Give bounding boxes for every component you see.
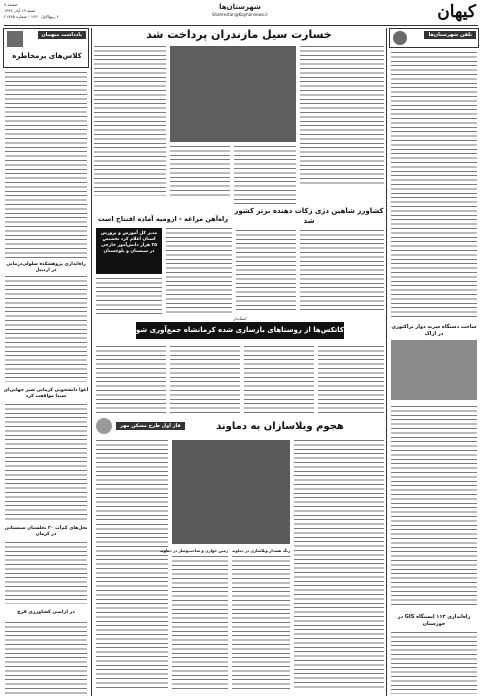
date-ar: ۲ ربیع‌الاول ۱۴۴۰ - شماره ۲۱۷۴۵ (4, 14, 59, 19)
phone-box (389, 28, 479, 48)
article-body (5, 622, 87, 694)
article-body (172, 556, 228, 690)
article-body (5, 404, 87, 520)
article-body (318, 346, 384, 416)
article-body (96, 346, 166, 416)
article-body (5, 72, 87, 258)
callout-box (96, 228, 162, 274)
bottom-section-header (96, 418, 384, 436)
article-body (94, 46, 166, 196)
guest-note-title: کلاس‌های پرمخاطره (12, 52, 82, 60)
logo (420, 1, 476, 23)
article-body (5, 542, 87, 604)
column-divider (91, 28, 92, 696)
headline-flood: خسارت سیل مازندران پرداخت شد (146, 28, 332, 41)
callout-text: مدیر کل آموزش و پرورش استان اعلام کرد تخصیص ۲۵ هزار دانش‌آموز خارجی در سیستان و بلوچستان (100, 231, 158, 254)
article-body (300, 230, 384, 310)
section-title-block (190, 2, 290, 24)
headline-railway: راه‌آهن مراغه - ارومیه آماده افتتاح است (97, 215, 229, 223)
map-icon (96, 418, 112, 434)
phone-tag: تلفن شهرستان‌ها (424, 31, 476, 39)
masthead (0, 0, 482, 26)
article-body (96, 440, 168, 520)
author-photo (7, 31, 23, 47)
caption-land: زمین خواری و ساخت‌وساز در دماوند (159, 548, 228, 553)
date-fa: شنبه ۱۹ آبان ۱۳۹۷ (4, 8, 36, 13)
section-title: شهرستان‌ها (219, 3, 261, 11)
article-body (244, 346, 314, 416)
headline-farmland: در اراضی کشاورزی قرچ (17, 610, 75, 615)
article-body (5, 276, 87, 382)
headline-damavand: هجوم ویلاسازان به دماوند (216, 421, 344, 432)
article-body (234, 146, 296, 206)
banner-headline: کاتکس‌ها از روستاهای بازسازی شده کرمانشاه جمع‌آوری شود (136, 322, 344, 339)
left-column (3, 28, 89, 696)
page-number: صفحه ۷ (4, 2, 18, 7)
caption-villas: رنگ هشدار ویلاسازی در دماوند (231, 548, 291, 553)
bottom-tag: فاز اول طرح مسکن مهر (116, 422, 185, 430)
article-body (294, 440, 384, 690)
damavand-photo (172, 440, 290, 544)
guest-note-tag: یادداشت میهمان (38, 31, 87, 39)
headline-farmer: کشاورز شاهین دژی زکات دهنده برتر کشور شد (234, 207, 384, 225)
article-body (232, 556, 290, 690)
article-body (300, 46, 384, 186)
headline-ardabil: راه‌اندازی پژوهشکده سلولی‌درمانی در اردبیل (6, 262, 86, 273)
banner-kicker: استاندار (233, 316, 247, 321)
headline-kerman: آغوا دانشجویی کرمانی شیر جهانی‌ای سیدا موافقت کرد (3, 388, 89, 399)
column-divider (386, 28, 387, 696)
article-body (391, 406, 477, 608)
guest-note-box (3, 28, 89, 68)
section-email: Shahrestan@Kayhannews.ir (212, 12, 268, 17)
reconstruction-banner (96, 316, 384, 342)
logo-text: کیهان (437, 2, 476, 22)
article-body (96, 278, 162, 314)
headline-palms: نخل‌های کم‌آب ۳۰ نخلستان سیستانی در کرمان (4, 526, 88, 537)
date-block (4, 2, 90, 24)
headline-harvester: ساخت دستگاه سرند دوار تراکتوری در اراک (391, 324, 477, 337)
article-body (170, 346, 240, 416)
flood-photo (170, 46, 296, 142)
article-body (391, 632, 477, 694)
masthead-rule (4, 25, 478, 26)
article-body (236, 230, 296, 310)
globe-icon (393, 31, 407, 45)
headline-gis: راه‌اندازی ۱۱۳ ایستگاه GIS در خوزستان (397, 614, 471, 627)
article-body (170, 146, 230, 196)
article-body (96, 524, 168, 690)
right-column (389, 28, 479, 696)
article-body (391, 52, 477, 318)
article-body (166, 228, 232, 314)
machine-photo (391, 340, 477, 400)
